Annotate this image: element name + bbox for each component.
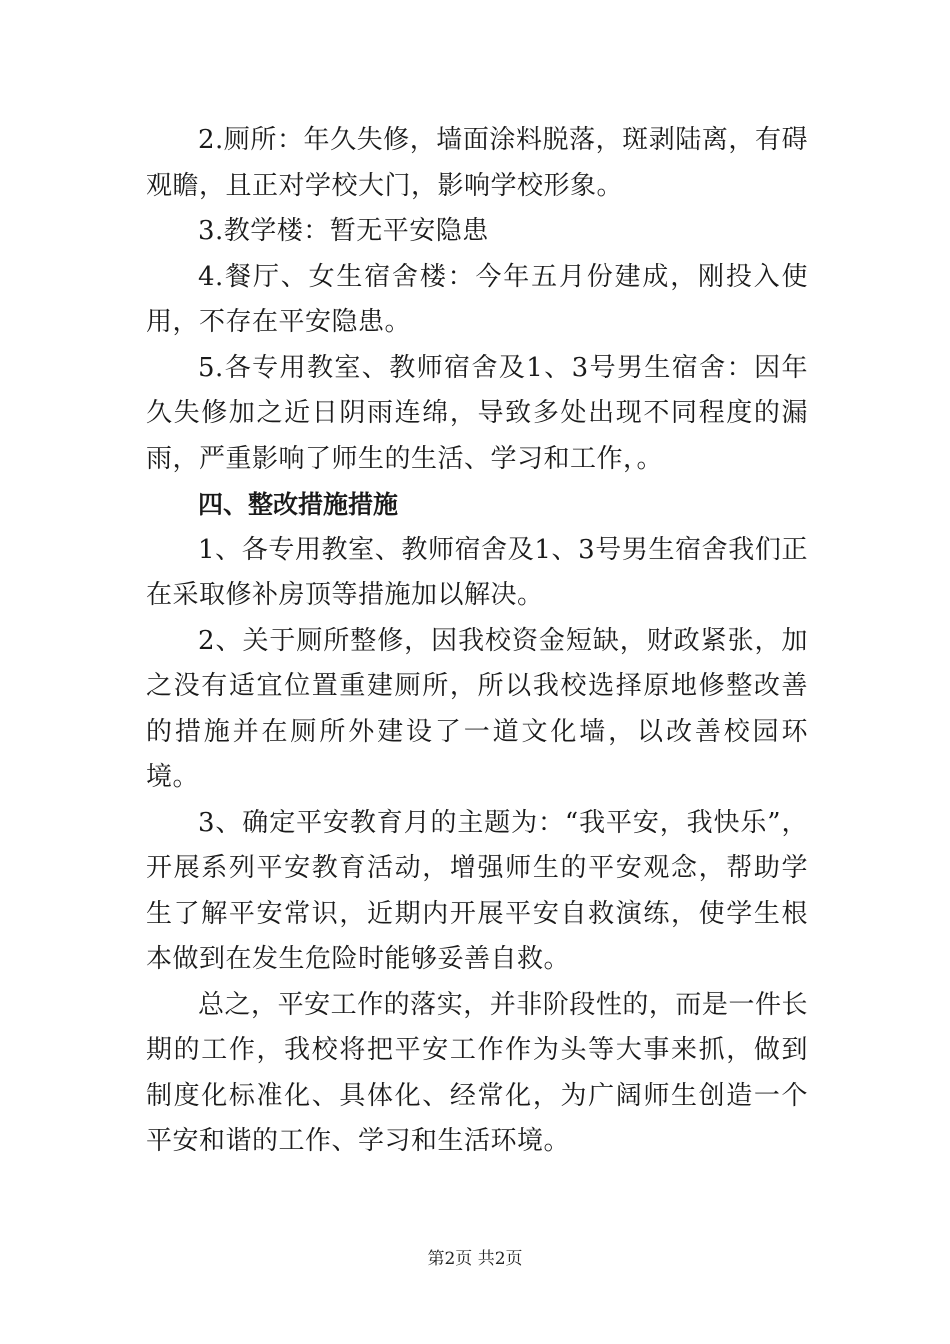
- conclusion-paragraph: 总之，平安工作的落实，并非阶段性的，而是一件长期的工作，我校将把平安工作作为头等大事来抓，做到制度化标准化、具体化、经常化，为广阔师生创造一个平安和谐的工作、学习和生活环境。: [146, 989, 808, 1156]
- page-footer: 第2页 共2页: [427, 1249, 523, 1269]
- document-body: [146, 118, 808, 1165]
- paragraph-classrooms-leakage: 5.各专用教室、教师宿舍及1、3号男生宿舍：因年久失修加之近日阴雨连绵，导致多处出现不同程度的漏雨，严重影响了师生的生活、学习和工作，。: [146, 352, 808, 474]
- measure-item: 2、关于厕所整修，因我校资金短缺，财政紧张，加之没有适宜位置重建厕所，所以我校选择原地修整改善的措施并在厕所外建设了一道文化墙，以改善校园环境。: [146, 625, 808, 792]
- paragraph-teaching-building: 3.教学楼：暂无平安隐患: [198, 216, 489, 246]
- measure-item: 1、各专用教室、教师宿舍及1、3号男生宿舍我们正在采取修补房顶等措施加以解决。: [146, 534, 808, 610]
- paragraph-canteen-dormitory: 4.餐厅、女生宿舍楼：今年五月份建成，刚投入使用，不存在平安隐患。: [146, 261, 808, 337]
- measure-item: 3、确定平安教育月的主题为：“我平安，我快乐”，开展系列平安教育活动，增强师生的平安观念，帮助学生了解平安常识，近期内开展平安自救演练，使学生根本做到在发生危险时能够妥善自救。: [146, 807, 808, 974]
- section-heading: 四、整改措施措施: [198, 490, 399, 519]
- paragraph-toilet: 2.厕所：年久失修，墙面涂料脱落，斑剥陆离，有碍观瞻，且正对学校大门，影响学校形象。: [146, 125, 808, 201]
